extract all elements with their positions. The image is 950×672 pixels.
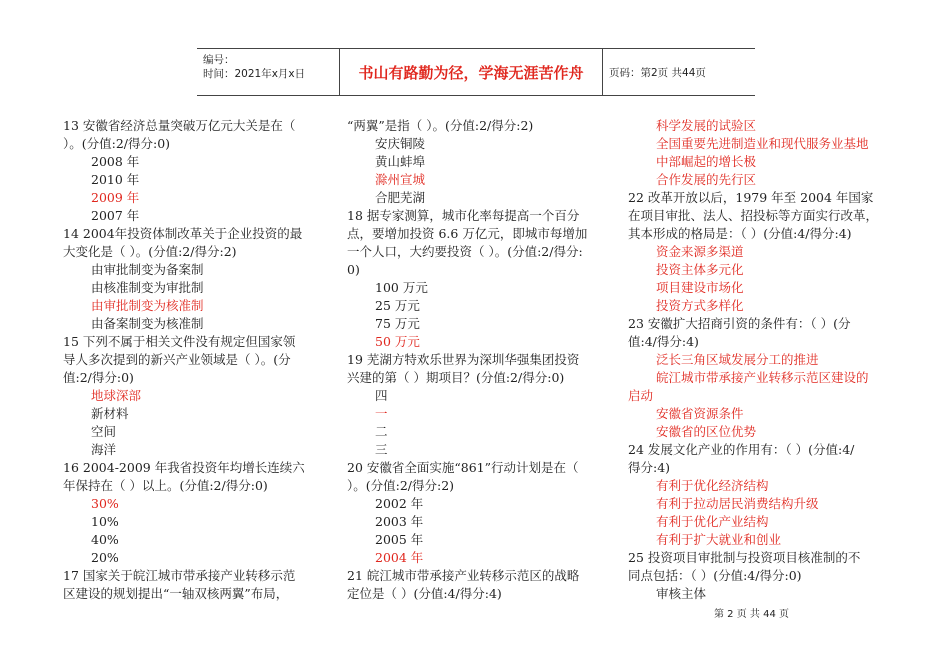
question-text-line: “两翼”是指（ ）。(分值:2/得分:2) [347,118,534,133]
answer-option: 2010 年 [91,172,140,187]
answer-option: 75 万元 [375,316,420,331]
answer-option: 黄山蚌埠 [375,154,426,169]
correct-answer-option: 中部崛起的增长极 [656,154,757,169]
correct-answer-option: 30% [91,496,119,511]
question-text-line: 15 下列不属于相关文件没有规定但国家领 [63,334,296,349]
correct-answer-option: 安徽省的区位优势 [656,424,757,439]
question-text-line: 值:2/得分:0) [63,370,134,385]
question-text-line: 点，要增加投资 6.6 万亿元，即城市每增加 [347,226,588,241]
answer-option: 海洋 [91,442,117,457]
correct-answer-option: 地球深部 [91,388,142,403]
correct-answer-option: 2009 年 [91,190,140,205]
question-text-line: 20 安徽省全面实施“861”行动计划是在（ [347,460,579,475]
column-2 [347,117,609,603]
header-meta-cell [197,49,340,95]
question-text-line: 导人多次提到的新兴产业领域是（ ）。(分 [63,352,291,367]
correct-answer-option: 有利于优化经济结构 [656,478,769,493]
motto: 书山有路勤为径，学海无涯苦作舟 [340,49,603,95]
answer-option: 2003 年 [375,514,424,529]
correct-answer-option: 滁州宣城 [375,172,426,187]
question-text-line: 在项目审批、法人、招投标等方面实行改革， [628,208,879,223]
correct-answer-option: 泛长三角区域发展分工的推进 [656,352,819,367]
correct-answer-option: 投资方式多样化 [656,298,744,313]
correct-answer-option: 皖江城市带承接产业转移示范区建设的 [656,370,869,385]
question-text-line: 其本形成的格局是：（ ）(分值:4/得分:4) [628,226,852,241]
question-text-line: 18 据专家测算，城市化率每提高一个百分 [347,208,580,223]
question-text-line: 兴建的第（ ）期项目？(分值:2/得分:0) [347,370,565,385]
answer-option: 由审批制变为备案制 [91,262,204,277]
answer-option: 四 [375,388,388,403]
page-header [197,48,755,96]
question-text-line: ）。(分值:2/得分:2) [347,478,455,493]
answer-option: 空间 [91,424,117,439]
code-label: 编号： [203,54,235,66]
question-text-line: 23 安徽扩大招商引资的条件有：（ ）(分 [628,316,851,331]
question-text-line: 19 芜湖方特欢乐世界为深圳华强集团投资 [347,352,580,367]
answer-option: 由备案制变为核准制 [91,316,204,331]
question-text-line: 同点包括：（ ）(分值:4/得分:0) [628,568,802,583]
correct-answer-option: 有利于拉动居民消费结构升级 [656,496,819,511]
correct-answer-option: 50 万元 [375,334,420,349]
answer-option: 20% [91,550,119,565]
answer-option: 2005 年 [375,532,424,547]
correct-answer-option: 一 [375,406,388,421]
answer-option: 10% [91,514,119,529]
question-text-line: 值:4/得分:4) [628,334,699,349]
correct-answer-option: 全国重要先进制造业和现代服务业基地 [656,136,869,151]
question-text-line: 0) [347,262,360,277]
answer-option: 40% [91,532,119,547]
correct-answer-option: 有利于扩大就业和创业 [656,532,782,547]
page-number-label: 页码：第2页 共44页 [609,66,706,79]
question-text-line: 大变化是（ ）。(分值:2/得分:2) [63,244,237,259]
answer-option: 由核准制变为审批制 [91,280,204,295]
answer-option: 2007 年 [91,208,140,223]
column-3 [628,117,890,603]
question-text-line: 得分:4) [628,460,671,475]
answer-option: 合肥芜湖 [375,190,426,205]
answer-option: 审核主体 [656,586,707,601]
question-text-line: 22 改革开放以后，1979 年至 2004 年国家 [628,190,874,205]
answer-option: 二 [375,424,388,439]
question-text-line: 21 皖江城市带承接产业转移示范区的战略 [347,568,580,583]
correct-answer-option: 有利于优化产业结构 [656,514,769,529]
question-text-line: 17 国家关于皖江城市带承接产业转移示范 [63,568,296,583]
correct-answer-option: 由审批制变为核准制 [91,298,204,313]
question-text-line: 25 投资项目审批制与投资项目核准制的不 [628,550,861,565]
correct-answer-option: 科学发展的试验区 [656,118,757,133]
column-1 [63,117,323,603]
answer-option: 2002 年 [375,496,424,511]
question-text-line: 14 2004年投资体制改革关于企业投资的最 [63,226,303,241]
correct-answer-option: 投资主体多元化 [656,262,744,277]
question-text-line: 定位是（ ）(分值:4/得分:4) [347,586,502,601]
answer-option: 25 万元 [375,298,420,313]
answer-option: 2008 年 [91,154,140,169]
answer-option: 100 万元 [375,280,428,295]
page-footer: 第 2 页 共 44 页 [714,609,789,620]
question-text-line: 16 2004-2009 年我省投资年均增长连续六 [63,460,305,475]
correct-answer-option: 2004 年 [375,550,424,565]
answer-option: 三 [375,442,388,457]
time-label: 时间：2021年x月x日 [203,68,306,80]
question-text-line: ）。(分值:2/得分:0) [63,136,171,151]
correct-answer-option: 项目建设市场化 [656,280,744,295]
question-text-line: 一个人口，大约要投资（ ）。(分值:2/得分: [347,244,583,259]
answer-option: 安庆铜陵 [375,136,426,151]
answer-option: 新材料 [91,406,129,421]
correct-answer-option: 资金来源多渠道 [656,244,744,259]
question-text-line: 区建设的规划提出“一轴双核两翼”布局， [63,586,289,601]
question-text-line: 24 发展文化产业的作用有：（ ）(分值:4/ [628,442,855,457]
correct-answer-option: 启动 [628,388,654,403]
question-text-line: 13 安徽省经济总量突破万亿元大关是在（ [63,118,296,133]
correct-answer-option: 安徽省资源条件 [656,406,744,421]
question-text-line: 年保持在（ ）以上。(分值:2/得分:0) [63,478,268,493]
correct-answer-option: 合作发展的先行区 [656,172,757,187]
